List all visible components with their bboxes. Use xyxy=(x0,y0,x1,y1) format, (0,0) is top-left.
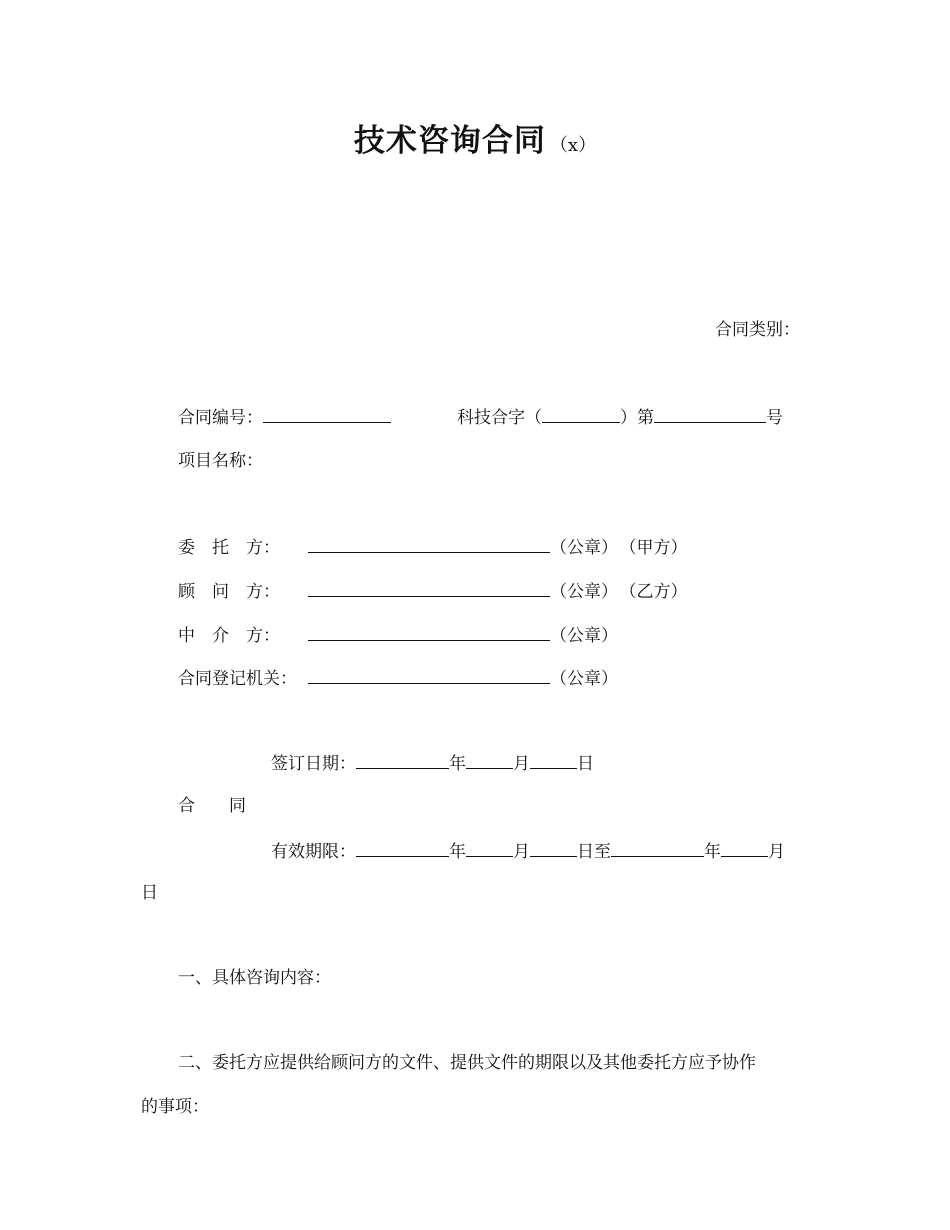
signing-date-row xyxy=(271,752,594,774)
party-blank[interactable] xyxy=(308,667,550,684)
validity-row xyxy=(271,840,785,862)
project-name-label: 项目名称： xyxy=(178,451,263,471)
contract-ref-year-blank[interactable] xyxy=(542,406,620,423)
title-suffix: （x） xyxy=(549,135,597,156)
day-to-unit: 日至 xyxy=(577,842,611,862)
year-unit: 年 xyxy=(704,842,721,862)
party-label: 委 托 方： xyxy=(178,538,280,558)
signing-year-blank[interactable] xyxy=(356,752,449,769)
party-blank[interactable] xyxy=(308,580,550,597)
document-title xyxy=(0,115,950,160)
contract-ref-suffix: 号 xyxy=(766,408,783,428)
party-blank[interactable] xyxy=(308,536,550,553)
party-blank[interactable] xyxy=(308,624,550,641)
validity-end-month-blank[interactable] xyxy=(721,840,768,857)
party-seal: （公章） xyxy=(550,582,618,602)
validity-start-day-blank[interactable] xyxy=(530,840,577,857)
party-label: 合同登记机关： xyxy=(178,669,297,689)
party-row-intermediary xyxy=(178,624,618,646)
party-seal: （公章） xyxy=(550,669,618,689)
signing-month-blank[interactable] xyxy=(466,752,513,769)
contract-ref-row xyxy=(457,406,783,428)
party-label: 中 介 方： xyxy=(178,626,280,646)
month-unit: 月 xyxy=(768,842,785,862)
validity-trailing-day: 日 xyxy=(141,883,158,903)
contract-ref-number-blank[interactable] xyxy=(654,406,766,423)
party-row-registrar xyxy=(178,667,618,689)
contract-ref-mid: ）第 xyxy=(620,408,654,428)
section-2-line1: 二、委托方应提供给顾问方的文件、提供文件的期限以及其他委托方应予协作 xyxy=(178,1053,756,1073)
contract-number-blank[interactable] xyxy=(263,406,391,423)
party-row-client xyxy=(178,536,688,558)
year-unit: 年 xyxy=(449,842,466,862)
day-unit: 日 xyxy=(577,754,594,774)
year-unit: 年 xyxy=(449,754,466,774)
contract-ref-prefix: 科技合字（ xyxy=(457,408,542,428)
party-role: （乙方） xyxy=(628,582,688,602)
validity-label: 有效期限： xyxy=(271,842,356,862)
section-1-heading: 一、具体咨询内容： xyxy=(178,968,331,988)
party-label: 顾 问 方： xyxy=(178,582,280,602)
month-unit: 月 xyxy=(513,754,530,774)
section-2-line2: 的事项： xyxy=(141,1097,209,1117)
party-seal: （公章） xyxy=(550,538,618,558)
signing-date-label: 签订日期： xyxy=(271,754,356,774)
party-seal: （公章） xyxy=(550,626,618,646)
contract-number-row xyxy=(178,406,391,428)
contract-number-label: 合同编号： xyxy=(178,408,263,428)
validity-start-year-blank[interactable] xyxy=(356,840,449,857)
contract-side-label: 合 同 xyxy=(178,796,246,816)
validity-end-year-blank[interactable] xyxy=(611,840,704,857)
party-row-consultant xyxy=(178,580,688,602)
contract-type-label: 合同类别： xyxy=(715,320,800,340)
validity-start-month-blank[interactable] xyxy=(466,840,513,857)
signing-day-blank[interactable] xyxy=(530,752,577,769)
month-unit: 月 xyxy=(513,842,530,862)
title-main: 技术咨询合同 xyxy=(353,123,546,159)
party-role: （甲方） xyxy=(628,538,688,558)
